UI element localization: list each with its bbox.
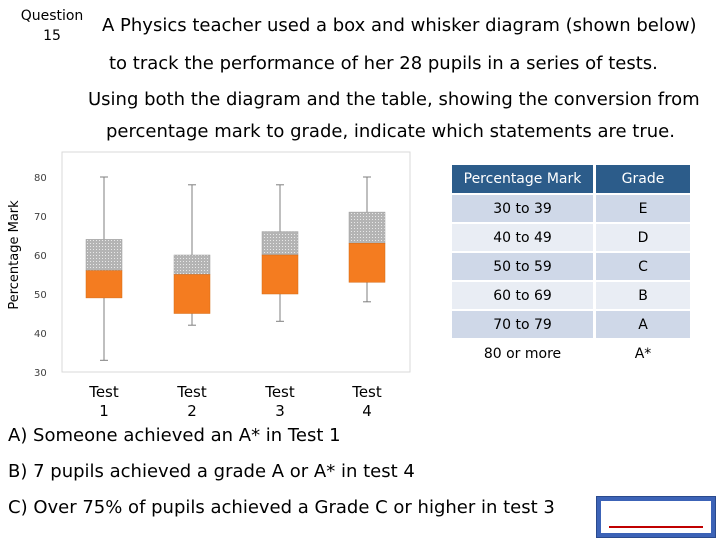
intro-line-4: percentage mark to grade, indicate which statements are true. (106, 121, 675, 142)
row-grade: B (596, 282, 690, 309)
x-tick-label: Test (89, 383, 119, 401)
lower-box (86, 271, 122, 298)
row-mark: 30 to 39 (452, 195, 596, 222)
upper-box (86, 239, 122, 270)
row-grade: E (596, 195, 690, 222)
x-tick-label: 3 (275, 402, 285, 420)
intro-line-2: to track the performance of her 28 pupils in a series of tests. (109, 53, 658, 74)
box-plots (86, 177, 385, 360)
table-row (452, 340, 690, 367)
y-tick-label: 80 (34, 173, 47, 184)
answer-underline (609, 526, 703, 528)
x-tick-label: 2 (187, 402, 197, 420)
upper-box (349, 212, 385, 243)
row-grade: A (596, 311, 690, 338)
intro-line-1: A Physics teacher used a box and whisker diagram (shown below) (102, 15, 697, 36)
table-row (452, 311, 690, 338)
table-row (452, 224, 690, 251)
row-mark: 40 to 49 (452, 224, 596, 251)
y-tick-label: 50 (34, 290, 47, 301)
upper-box (262, 232, 298, 255)
grade-conversion-table (452, 163, 690, 369)
y-axis-label: Percentage Mark (7, 200, 22, 310)
x-axis-labels (88, 383, 382, 420)
statement-b: B) 7 pupils achieved a grade A or A* in test 4 (8, 461, 415, 482)
table-header-row (452, 165, 690, 193)
x-tick-label: Test (265, 383, 295, 401)
header-grade: Grade (596, 165, 690, 193)
table-row (452, 253, 690, 280)
row-mark: 60 to 69 (452, 282, 596, 309)
lower-box (349, 243, 385, 282)
answer-box[interactable] (596, 496, 716, 538)
question-number (12, 6, 92, 46)
row-mark: 70 to 79 (452, 311, 596, 338)
answer-input-area[interactable] (601, 501, 711, 533)
question-label: Question (20, 8, 84, 24)
table-row (452, 195, 690, 222)
y-tick-label: 60 (34, 251, 47, 262)
header-percentage-mark: Percentage Mark (452, 165, 596, 193)
x-tick-label: Test (352, 383, 382, 401)
upper-box (174, 255, 210, 275)
x-tick-label: Test (177, 383, 207, 401)
y-axis-ticks (34, 173, 47, 379)
y-tick-label: 40 (34, 329, 47, 340)
row-grade: D (596, 224, 690, 251)
y-tick-label: 30 (34, 368, 47, 379)
row-mark: 50 to 59 (452, 253, 596, 280)
row-grade: C (596, 253, 690, 280)
lower-box (262, 255, 298, 294)
y-tick-label: 70 (34, 212, 47, 223)
statement-a: A) Someone achieved an A* in Test 1 (8, 425, 341, 446)
table-row (452, 282, 690, 309)
question-number-value: 15 (43, 28, 61, 44)
row-mark: 80 or more (452, 340, 596, 367)
x-tick-label: 4 (362, 402, 372, 420)
box-whisker-chart (0, 150, 450, 430)
intro-line-3: Using both the diagram and the table, showing the conversion from (88, 89, 700, 110)
x-tick-label: 1 (99, 402, 109, 420)
lower-box (174, 275, 210, 314)
statement-c: C) Over 75% of pupils achieved a Grade C or higher in test 3 (8, 497, 555, 518)
row-grade: A* (596, 340, 690, 367)
